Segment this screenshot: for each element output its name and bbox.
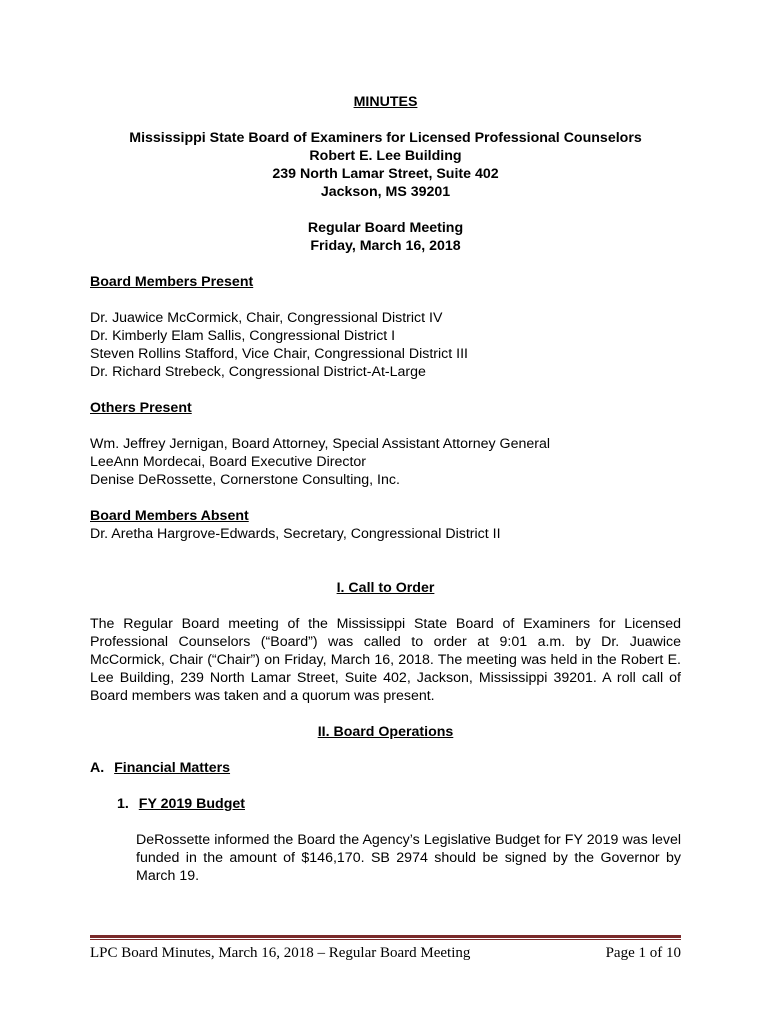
street-address: 239 North Lamar Street, Suite 402 bbox=[272, 166, 499, 182]
item-title: FY 2019 Budget bbox=[138, 796, 245, 812]
list-item: Dr. Juawice McCormick, Chair, Congressional District IV bbox=[90, 310, 443, 326]
present-heading: Board Members Present bbox=[90, 274, 254, 290]
page-footer bbox=[90, 935, 681, 962]
others-list bbox=[90, 435, 681, 489]
call-to-order-heading: I. Call to Order bbox=[336, 580, 435, 596]
list-item: Denise DeRossette, Cornerstone Consulting, Inc. bbox=[90, 472, 400, 488]
list-item: Wm. Jeffrey Jernigan, Board Attorney, Special Assistant Attorney General bbox=[90, 436, 551, 452]
footer-title: LPC Board Minutes, March 16, 2018 – Regular Board Meeting bbox=[90, 945, 471, 961]
absent-heading: Board Members Absent bbox=[90, 508, 249, 524]
building-name: Robert E. Lee Building bbox=[309, 148, 462, 164]
city-state-zip: Jackson, MS 39201 bbox=[320, 184, 451, 200]
document-page bbox=[90, 93, 681, 885]
footer-rule bbox=[90, 935, 681, 938]
meeting-type: Regular Board Meeting bbox=[307, 220, 464, 236]
meeting-date: Friday, March 16, 2018 bbox=[310, 238, 461, 254]
document-header bbox=[90, 93, 681, 255]
list-item: LeeAnn Mordecai, Board Executive Director bbox=[90, 454, 367, 470]
present-list bbox=[90, 309, 681, 381]
list-item: Dr. Richard Strebeck, Congressional District-At-Large bbox=[90, 364, 426, 380]
subsection-title: Financial Matters bbox=[114, 760, 231, 776]
call-to-order-paragraph: The Regular Board meeting of the Mississippi State Board of Examiners for Licensed Professional Counselors (“Board”) was called to order at 9:01 a.m. by Dr. Juawice McCormick, Chair (“Chair”) on Friday, March 16, 2018. The meeting was held in the Robert E. Lee Building, 239 North Lamar Street, Suite 402, Jackson, Mississippi 39201. A roll call of Board members was taken and a quorum was present. bbox=[90, 616, 681, 704]
page-number: Page 1 of 10 bbox=[605, 945, 681, 961]
absent-list bbox=[90, 525, 681, 543]
organization-name: Mississippi State Board of Examiners for Licensed Professional Counselors bbox=[129, 130, 642, 146]
list-item: Dr. Aretha Hargrove-Edwards, Secretary, Congressional District II bbox=[90, 526, 501, 542]
list-item: Steven Rollins Stafford, Vice Chair, Congressional District III bbox=[90, 346, 468, 362]
board-operations-heading: II. Board Operations bbox=[317, 724, 454, 740]
budget-paragraph: DeRossette informed the Board the Agency’s Legislative Budget for FY 2019 was level funded in the amount of $146,170. SB 2974 should be signed by the Governor by March 19. bbox=[136, 832, 681, 884]
subsection-label: A. bbox=[90, 760, 105, 776]
list-item: Dr. Kimberly Elam Sallis, Congressional District I bbox=[90, 328, 396, 344]
subsection-financial-matters bbox=[90, 759, 681, 777]
item-fy2019-budget bbox=[90, 795, 681, 813]
item-label: 1. bbox=[117, 796, 129, 812]
others-heading: Others Present bbox=[90, 400, 192, 416]
document-title: MINUTES bbox=[353, 94, 418, 110]
footer-rule-thin bbox=[90, 939, 681, 940]
